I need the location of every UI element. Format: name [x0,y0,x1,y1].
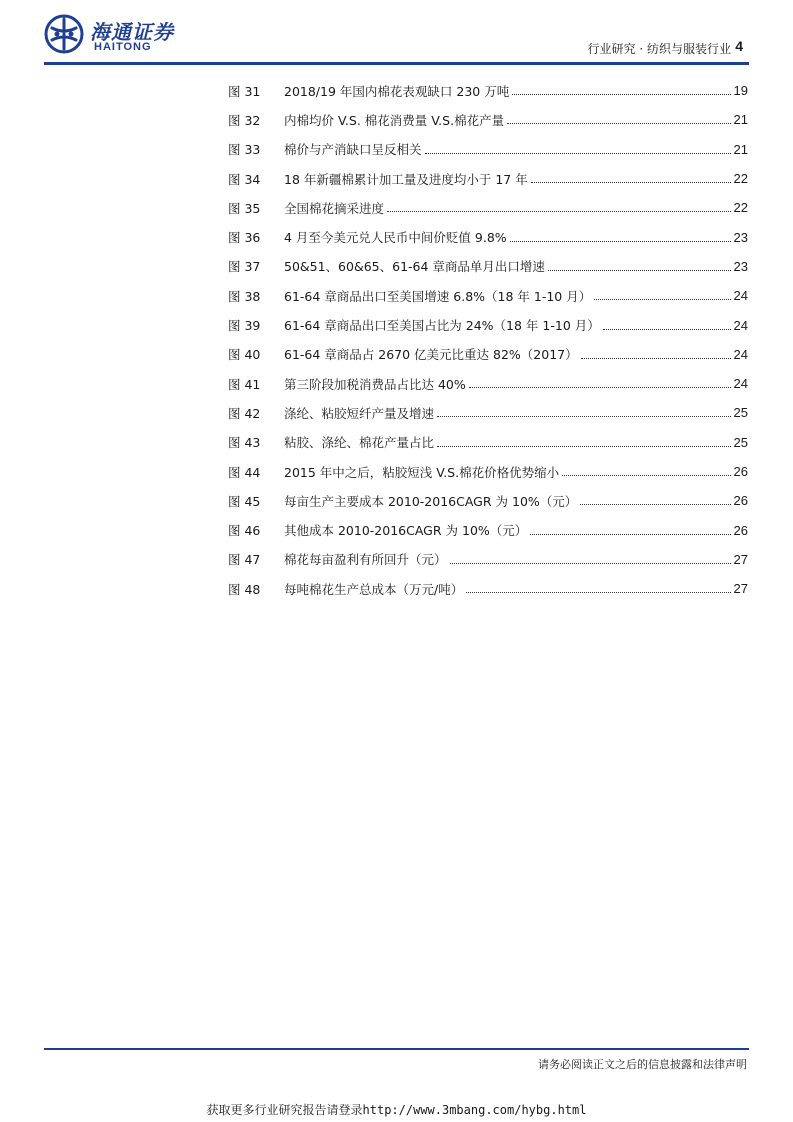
figure-label: 图 35 [228,200,261,216]
figure-page-number: 24 [733,346,748,362]
figure-page-number: 24 [733,317,748,333]
header-divider [44,62,749,65]
toc-entry[interactable] [228,515,748,544]
figure-label: 图 47 [228,552,261,568]
dot-leader [450,563,731,564]
figure-title: 2018/19 年国内棉花表观缺口 230 万吨 [284,83,510,99]
dot-leader [594,299,730,300]
figure-label: 图 41 [228,376,261,392]
page-number: 4 [735,38,743,54]
figure-page-number: 25 [733,405,748,421]
dot-leader [530,534,730,535]
toc-entry[interactable] [228,574,748,603]
figure-title: 棉价与产消缺口呈反相关 [284,142,422,158]
dot-leader [469,387,731,388]
figure-page-number: 22 [733,171,748,187]
figure-page-number: 26 [733,522,748,538]
logo-english-name: HAITONG [94,41,152,53]
dot-leader [531,182,731,183]
figure-title: 61-64 章商品出口至美国增速 6.8%（18 年 1-10 月） [284,288,592,304]
figure-label: 图 32 [228,112,261,128]
figure-title: 第三阶段加税消费品占比达 40% [284,376,466,392]
toc-entry[interactable] [228,457,748,486]
dot-leader [562,475,730,476]
figure-title: 内棉均价 V.S. 棉花消费量 V.S.棉花产量 [284,112,505,128]
figure-label: 图 31 [228,83,261,99]
dot-leader [387,211,731,212]
more-reports-link[interactable]: 获取更多行业研究报告请登录http://www.3mbang.com/hybg.html [206,1103,587,1117]
dot-leader [437,446,731,447]
figure-title: 61-64 章商品占 2670 亿美元比重达 82%（2017） [284,347,578,363]
figure-page-number: 26 [733,464,748,479]
figure-title: 4 月至今美元兑人民币中间价贬值 9.8% [284,230,507,246]
figure-page-number: 23 [733,258,748,274]
dot-leader [581,358,731,359]
figure-label: 图 43 [228,435,261,451]
figure-page-number: 25 [733,434,748,450]
figure-label: 图 48 [228,581,261,597]
figure-title: 粘胶、涤纶、棉花产量占比 [284,435,435,451]
figure-title: 每亩生产主要成本 2010-2016CAGR 为 10%（元） [284,493,578,509]
figure-page-number: 27 [733,581,748,597]
toc-entry[interactable] [228,486,748,515]
toc-entry[interactable] [228,164,748,193]
figure-title: 18 年新疆棉累计加工量及进度均小于 17 年 [284,171,528,187]
figure-label: 图 38 [228,288,261,304]
figure-page-number: 21 [733,141,748,157]
figure-label: 图 46 [228,523,261,539]
figure-title: 每吨棉花生产总成本（万元/吨） [284,581,464,597]
figure-page-number: 24 [733,376,748,392]
dot-leader [425,153,731,154]
figure-label: 图 42 [228,405,261,421]
toc-entry[interactable] [228,398,748,427]
toc-entry[interactable] [228,340,748,369]
figure-label: 图 34 [228,171,261,187]
figure-title: 其他成本 2010-2016CAGR 为 10%（元） [284,523,528,539]
figure-page-number: 23 [733,229,748,245]
dot-leader [507,123,730,124]
logo-chinese-name: 海通证券 [90,20,174,44]
toc-entry[interactable] [228,193,748,222]
figure-page-number: 19 [733,83,748,99]
figure-title: 61-64 章商品出口至美国占比为 24%（18 年 1-10 月） [284,318,600,334]
figure-page-number: 26 [733,493,748,509]
dot-leader [603,329,731,330]
figure-page-number: 21 [733,112,748,128]
toc-entry[interactable] [228,135,748,164]
figure-label: 图 37 [228,259,261,275]
page-header [0,0,793,72]
figure-label: 图 45 [228,493,261,509]
dot-leader [512,94,730,95]
toc-entry[interactable] [228,105,748,134]
figure-title: 2015 年中之后，粘胶短浅 V.S.棉花价格优势缩小 [284,464,560,480]
figure-title: 全国棉花摘采进度 [284,200,385,216]
toc-entry[interactable] [228,252,748,281]
dot-leader [548,270,731,271]
figure-label: 图 40 [228,347,261,363]
toc-entry[interactable] [228,428,748,457]
toc-entry[interactable] [228,310,748,339]
haitong-logo [44,14,184,58]
figure-page-number: 22 [733,200,748,216]
haitong-emblem-icon [44,14,84,54]
figure-page-number: 24 [733,288,748,304]
figure-page-number: 27 [733,551,748,567]
disclaimer-note: 请务必阅读正文之后的信息披露和法律声明 [538,1058,747,1071]
dot-leader [437,416,731,417]
toc-entry[interactable] [228,545,748,574]
figure-title: 50&51、60&65、61-64 章商品单月出口增速 [284,259,545,275]
toc-entry[interactable] [228,369,748,398]
figure-label: 图 36 [228,230,261,246]
toc-entry[interactable] [228,222,748,251]
toc-entry[interactable] [228,76,748,105]
dot-leader [510,241,731,242]
figure-label: 图 44 [228,464,261,480]
figure-list [228,76,748,603]
footer-divider [44,1048,749,1050]
figure-title: 涤纶、粘胶短纤产量及增速 [284,405,435,421]
section-title: 行业研究 · 纺织与服装行业 [587,42,731,56]
toc-entry[interactable] [228,281,748,310]
figure-label: 图 33 [228,142,261,158]
dot-leader [580,504,730,505]
dot-leader [466,592,730,593]
figure-title: 棉花每亩盈利有所回升（元） [284,552,447,568]
figure-label: 图 39 [228,318,261,334]
